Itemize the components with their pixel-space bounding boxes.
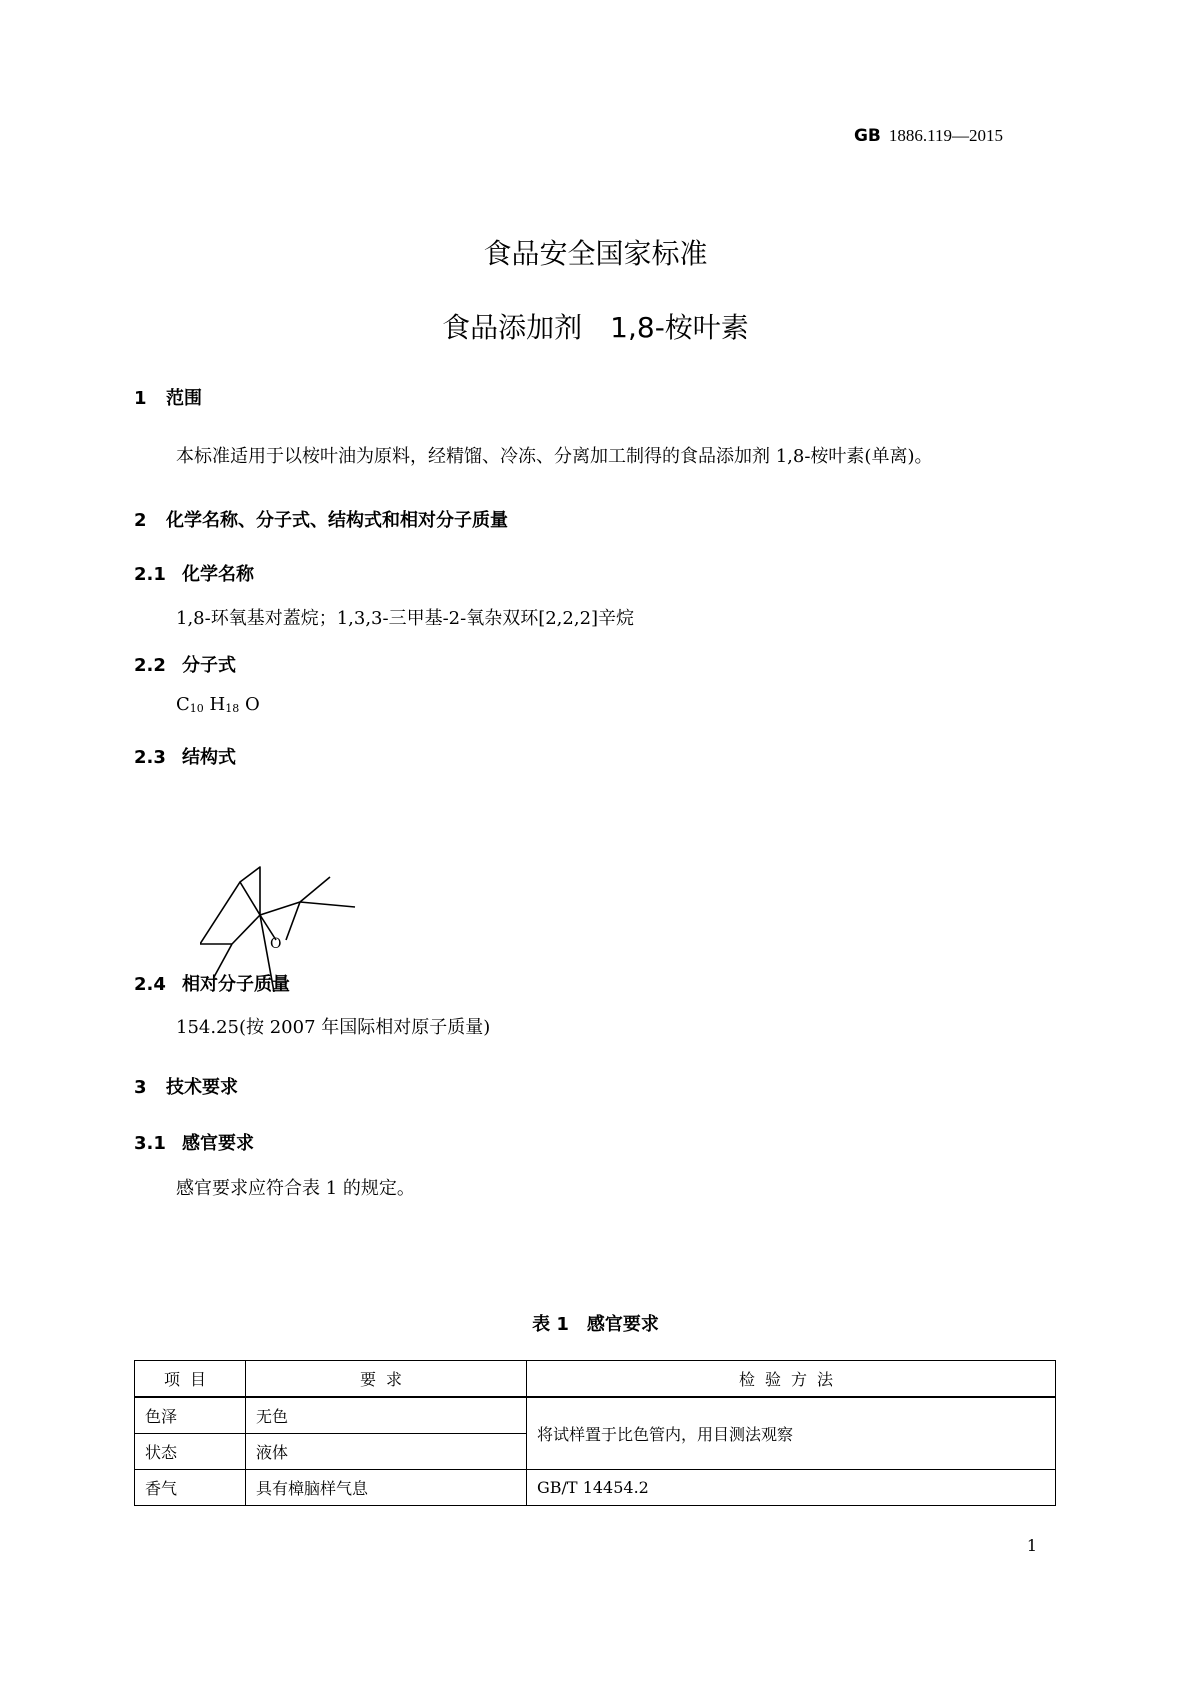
sensory-table: [134, 1360, 1056, 1506]
row-method: GB/T 14454.2: [527, 1470, 1056, 1506]
section-3-1-text: 感官要求应符合表 1 的规定。: [176, 1178, 415, 1199]
col-header-requirement: 要求: [246, 1361, 527, 1398]
doc-title-line2: 食品添加剂 1,8-桉叶素: [442, 311, 749, 344]
section-1-heading: 1 范围: [134, 388, 202, 409]
table-caption: 表 1 感官要求: [532, 1314, 659, 1335]
section-1-text: 本标准适用于以桉叶油为原料，经精馏、冷冻、分离加工制得的食品添加剂 1,8-桉叶素(单离)。: [176, 446, 933, 467]
table-row: [135, 1397, 1056, 1434]
section-3-1-heading: 3.1 感官要求: [134, 1133, 254, 1154]
section-2-heading: 2 化学名称、分子式、结构式和相对分子质量: [134, 510, 508, 531]
section-2-1-heading: 2.1 化学名称: [134, 564, 254, 585]
row-item: 色泽: [135, 1397, 246, 1434]
row-requirement: 液体: [246, 1434, 527, 1470]
table-row: [135, 1470, 1056, 1506]
row-item: 状态: [135, 1434, 246, 1470]
chemical-name: 1,8-环氧基对蓋烷；1,3,3-三甲基-2-氧杂双环[2,2,2]辛烷: [176, 608, 635, 629]
row-requirement: 无色: [246, 1397, 527, 1434]
standard-code: [854, 126, 1003, 146]
section-2-4-heading: 2.4 相对分子质量: [134, 974, 290, 995]
row-item: 香气: [135, 1470, 246, 1506]
oxygen-label: O: [270, 936, 282, 952]
col-header-method: 检验方法: [527, 1361, 1056, 1398]
molecular-mass: 154.25(按 2007 年国际相对原子质量): [176, 1017, 491, 1038]
molecular-formula: $C_{10}$ $H_{18}$ O: [176, 694, 260, 715]
row-method: 将试样置于比色管内，用目测法观察: [527, 1397, 1056, 1470]
section-2-2-heading: 2.2 分子式: [134, 655, 236, 676]
gb-label: GB: [853, 126, 881, 146]
section-3-heading: 3 技术要求: [134, 1077, 238, 1098]
section-2-3-heading: 2.3 结构式: [134, 747, 236, 768]
row-requirement: 具有樟脑样气息: [246, 1470, 527, 1506]
page-number: 1: [1026, 1536, 1037, 1555]
col-header-item: 项目: [135, 1361, 246, 1398]
doc-title-line1: 食品安全国家标准: [483, 237, 708, 270]
standard-number: 1886.119—2015: [888, 126, 1003, 145]
